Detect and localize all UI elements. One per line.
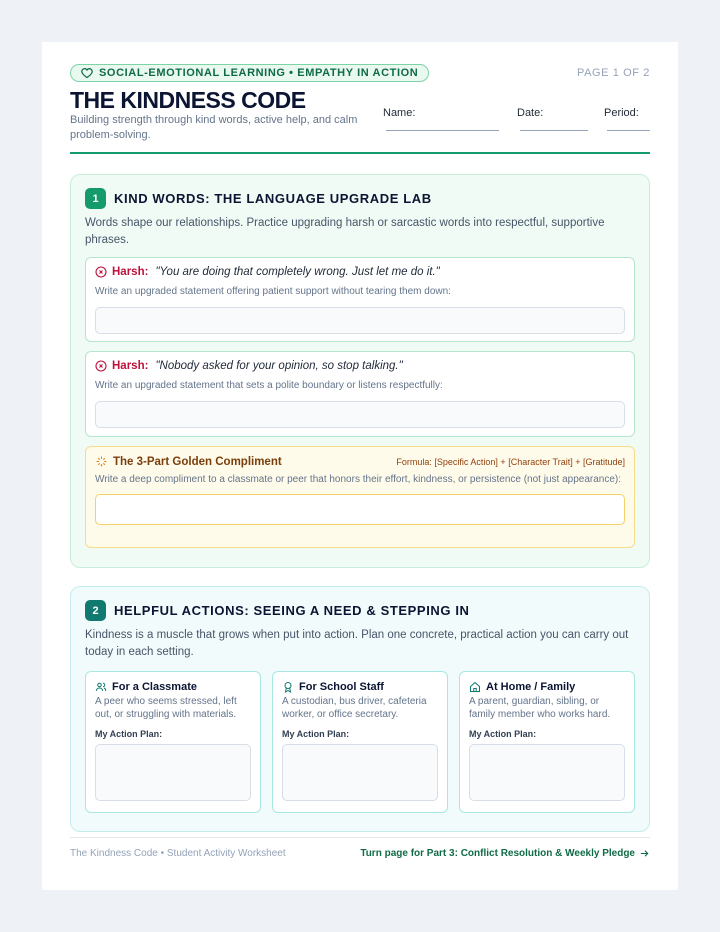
action-card-description: A custodian, bus driver, cafeteria worker, or office secretary.: [282, 696, 427, 720]
action-card-classmate: [85, 671, 261, 813]
section-1-title: KIND WORDS: THE LANGUAGE UPGRADE LAB: [114, 191, 432, 206]
action-card-description: A peer who seems stressed, left out, or struggling with materials.: [95, 696, 237, 720]
sparkles-icon: [95, 455, 108, 468]
action-card-title-text: For a Classmate: [112, 681, 197, 693]
action-plan-label: My Action Plan:: [469, 729, 537, 739]
x-circle-icon: [95, 360, 107, 372]
harsh-line: [95, 360, 625, 372]
student-info-fields: [383, 107, 650, 131]
harsh-quote: "You are doing that completely wrong. Just let me do it.": [155, 266, 440, 278]
section-1-header: [85, 188, 635, 209]
action-card-title: [469, 681, 625, 693]
golden-compliment-title: [95, 455, 282, 468]
page-subtitle: Building strength through kind words, active help, and calm problem-solving.: [70, 114, 358, 141]
footer-caption: The Kindness Code • Student Activity Worksheet: [70, 848, 286, 859]
action-card-title: [95, 681, 251, 693]
award-icon: [282, 681, 294, 693]
section-number-badge: 1: [85, 188, 106, 209]
action-card-description: A parent, guardian, sibling, or family member who works hard.: [469, 696, 611, 720]
section-kind-words: [70, 174, 650, 568]
harsh-statement-card: [85, 351, 635, 437]
name-field-label: Name:: [383, 107, 416, 119]
upgrade-prompt: Write an upgraded statement offering patient support without tearing them down:: [95, 286, 451, 297]
period-field-label: Period:: [604, 107, 639, 119]
period-field-line[interactable]: [607, 130, 650, 131]
action-card-title-text: For School Staff: [299, 681, 384, 693]
section-2-title: HELPFUL ACTIONS: SEEING A NEED & STEPPING IN: [114, 603, 470, 618]
date-field-line[interactable]: [520, 130, 588, 131]
period-field[interactable]: [604, 107, 650, 131]
harsh-label: Harsh:: [112, 360, 149, 372]
next-page-link[interactable]: [360, 848, 650, 859]
footer-divider: [70, 837, 650, 838]
header-divider: [70, 152, 650, 154]
topic-tag-text: SOCIAL-EMOTIONAL LEARNING • EMPATHY IN ACTION: [99, 67, 419, 79]
topic-tag: [70, 64, 429, 82]
upgrade-answer-box[interactable]: [95, 401, 625, 428]
compliment-formula: Formula: [Specific Action] + [Character Trait] + [Gratitude]: [396, 456, 625, 467]
action-plan-box[interactable]: [95, 744, 251, 801]
arrow-right-icon: [639, 848, 650, 859]
harsh-label: Harsh:: [112, 266, 149, 278]
compliment-prompt: Write a deep compliment to a classmate or peer that honors their effort, kindness, or persistence (not just appearance):: [95, 474, 622, 485]
section-1-description: Words shape our relationships. Practice upgrading harsh or sarcastic words into respectful, supportive phrases.: [85, 217, 605, 246]
section-2-header: [85, 600, 635, 621]
name-field-line[interactable]: [386, 130, 499, 131]
heart-icon: [81, 67, 93, 79]
golden-compliment-title-text: The 3-Part Golden Compliment: [113, 455, 282, 468]
action-card-staff: [272, 671, 448, 813]
section-helpful-actions: [70, 586, 650, 832]
header-row: [70, 107, 650, 142]
harsh-quote: "Nobody asked for your opinion, so stop talking.": [155, 360, 403, 372]
next-page-link-text: Turn page for Part 3: Conflict Resolution & Weekly Pledge: [360, 848, 635, 859]
x-circle-icon: [95, 266, 107, 278]
action-columns: [85, 671, 635, 813]
action-card-home: [459, 671, 635, 813]
golden-compliment-card: [85, 446, 635, 548]
page-footer: [70, 848, 650, 859]
upgrade-answer-box[interactable]: [95, 307, 625, 334]
action-plan-box[interactable]: [282, 744, 438, 801]
golden-compliment-header: [95, 455, 625, 468]
harsh-statement-card: [85, 257, 635, 342]
home-icon: [469, 681, 481, 693]
worksheet-page: [42, 42, 678, 890]
page-indicator: PAGE 1 OF 2: [576, 67, 650, 79]
name-field[interactable]: [383, 107, 499, 131]
date-field[interactable]: [517, 107, 588, 131]
compliment-answer-box[interactable]: [95, 494, 625, 525]
page-title: THE KINDNESS CODE: [70, 87, 306, 113]
date-field-label: Date:: [517, 107, 544, 119]
section-2-description: Kindness is a muscle that grows when put into action. Plan one concrete, practical action you can carry out today in each setting.: [85, 629, 629, 658]
header-top: [70, 64, 650, 82]
users-icon: [95, 681, 107, 693]
worksheet-content: [70, 64, 650, 832]
harsh-line: [95, 266, 625, 278]
action-card-title: [282, 681, 438, 693]
action-card-title-text: At Home / Family: [486, 681, 576, 693]
action-plan-label: My Action Plan:: [95, 729, 163, 739]
section-number-badge: 2: [85, 600, 106, 621]
action-plan-label: My Action Plan:: [282, 729, 350, 739]
action-plan-box[interactable]: [469, 744, 625, 801]
upgrade-prompt: Write an upgraded statement that sets a polite boundary or listens respectfully:: [95, 380, 443, 391]
